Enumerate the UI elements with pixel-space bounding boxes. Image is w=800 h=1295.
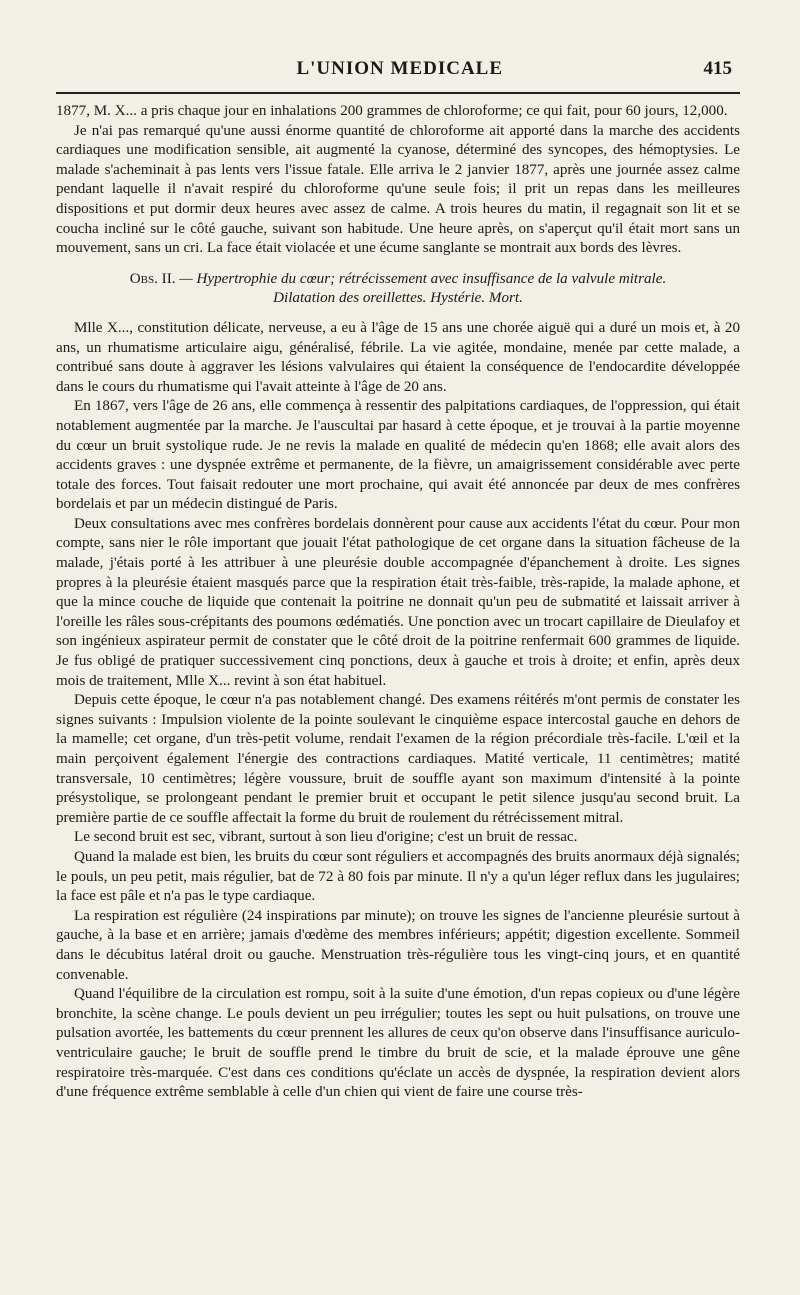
paragraph: Mlle X..., constitution délicate, nerveuse, a eu à l'âge de 15 ans une chorée aiguë qui a duré un mois et, à 20 ans, un rhumatisme articulaire aigu, généralisé, fébrile. La vie agitée, mondaine, menée par cette malade, a contribué sans doute à aggraver les lésions valvulaires qui étaient la conséquence de l'endocardite développée dans le cours du rhumatisme qui l'avait atteinte à l'âge de 20 ans.	[56, 319, 740, 395]
article-body	[56, 102, 740, 1103]
running-header	[56, 58, 740, 88]
paragraph: Je n'ai pas remarqué qu'une aussi énorme quantité de chloroforme ait apporté dans la marche des accidents cardiaques une modification sensible, ait augmenté la cyanose, déterminé des syncopes, des hémoptysies. Le malade s'acheminait à pas lents vers l'issue fatale. Elle arriva le 2 janvier 1877, après une journée assez calme pendant laquelle il n'avait respiré du chloroforme qu'une seule fois; il prit un repas dans les meilleures dispositions et put dormir deux heures avec assez de calme. A trois heures du matin, il regagnait son lit et se coucha incliné sur le côté gauche, suivant son habitude. Une heure après, on s'aperçut qu'il était mort sans un mouvement, sans un cri. La face était violacée et une écume sanglante se montrait aux bords des lèvres.	[56, 122, 740, 257]
paragraph: Deux consultations avec mes confrères bordelais donnèrent pour cause aux accidents l'état du cœur. Pour mon compte, sans nier le rôle important que jouait l'état pathologique de cet organe dans la situation fâcheuse de la malade, j'étais porté à les attribuer à une pleurésie double accompagnée d'épanchement à droite. Les signes propres à la pleurésie étaient masqués parce que la respiration était très-faible, très-rapide, la malade aphone, et que la mince couche de liquide que contenait la poitrine ne donnait qu'un peu de submatité et laissait arriver à l'oreille les râles sous-crépitants des poumons œdématiés. Une ponction avec un trocart capillaire de Dieulafoy et son ingénieux aspirateur permit de constater que le côté droit de la poitrine renfermait 600 grammes de liquide. Je fus obligé de pratiquer successivement cinq ponctions, deux à gauche et trois à droite; et enfin, après deux mois de traitement, Mlle X... revint à son état habituel.	[56, 515, 740, 689]
observation-label: Obs. II.	[129, 270, 176, 287]
page-number: 415	[703, 58, 732, 79]
paragraph: 1877, M. X... a pris chaque jour en inhalations 200 grammes de chloroforme; ce qui fait, pour 60 jours, 12,000.	[56, 103, 728, 119]
header-rule	[56, 92, 740, 94]
paragraph: Quand la malade est bien, les bruits du cœur sont réguliers et accompagnés des bruits anormaux déjà signalés; le pouls, un peu petit, mais régulier, bat de 72 à 80 fois par minute. Il n'y a qu'un léger reflux dans les jugulaires; la face est pâle et n'a pas le type cardiaque.	[56, 848, 740, 905]
paragraph: La respiration est régulière (24 inspirations par minute); on trouve les signes de l'ancienne pleurésie surtout à gauche, à la base et en arrière; jamais d'œdème des membres inférieurs; appétit; digestion excellente. Sommeil dans le décubitus latéral droit ou gauche. Menstruation très-régulière tous les vingt-cinq jours, et en quantité convenable.	[56, 907, 740, 983]
paragraph: Quand l'équilibre de la circulation est rompu, soit à la suite d'une émotion, d'un repas copieux ou d'une légère bronchite, la scène change. Le pouls devient un peu irrégulier; toutes les sept ou huit pulsations, on trouve une pulsation avortée, les battements du cœur prennent les allures de ceux qu'on observe dans l'insuffisance auriculo-ventriculaire gauche; le bruit de souffle prend le timbre du bruit de scie, et la malade éprouve une gêne respiratoire très-marquée. C'est dans ces conditions qu'éclate un accès de dyspnée, la respiration devient alors d'une fréquence extrême semblable à celle d'un chien qui vient de faire une course très-	[56, 986, 740, 1101]
observation-title-line2: Dilatation des oreillettes. Hystérie. Mort.	[273, 290, 523, 307]
paragraph: Depuis cette époque, le cœur n'a pas notablement changé. Des examens réitérés m'ont permis de constater les signes suivants : Impulsion violente de la pointe soulevant le cinquième espace intercostal gauche en dehors de la mamelle; cet organe, d'un très-petit volume, rendait l'examen de la région précordiale très-facile. L'œil et la main perçoivent également l'énergie des contractions cardiaques. Matité verticale, 11 centimètres; matité transversale, 10 centimètres; légère voussure, bruit de souffle ayant son maximum d'intensité à la pointe présystolique, se prolongeant pendant le premier bruit et occupant le petit silence jusqu'au second bruit. La première partie de ce souffle affectait la forme du bruit de roulement du rétrécissement mitral.	[56, 692, 740, 826]
paragraph: Le second bruit est sec, vibrant, surtout à son lieu d'origine; c'est un bruit de ressac.	[74, 829, 578, 846]
paragraph: En 1867, vers l'âge de 26 ans, elle commença à ressentir des palpitations cardiaques, de l'oppression, qui était notablement augmentée par la marche. Je l'auscultai par hasard à cette époque, et je trouvai à la partie moyenne du cœur un bruit systolique rude. Je ne revis la malade en qualité de médecin qu'en 1868; elle avait alors des accidents graves : une dyspnée extrême et permanente, de la fièvre, un amaigrissement considérable avec perte totale des forces. Tout faisait redouter une mort prochaine, qui avait été annoncée par deux de mes confrères bordelais et par un médecin distingué de Paris.	[56, 398, 740, 513]
journal-title: L'UNION MEDICALE	[296, 58, 504, 79]
observation-heading	[56, 270, 740, 309]
observation-title-line1: — Hypertrophie du cœur; rétrécissement avec insuffisance de la valvule mitrale.	[179, 270, 667, 287]
